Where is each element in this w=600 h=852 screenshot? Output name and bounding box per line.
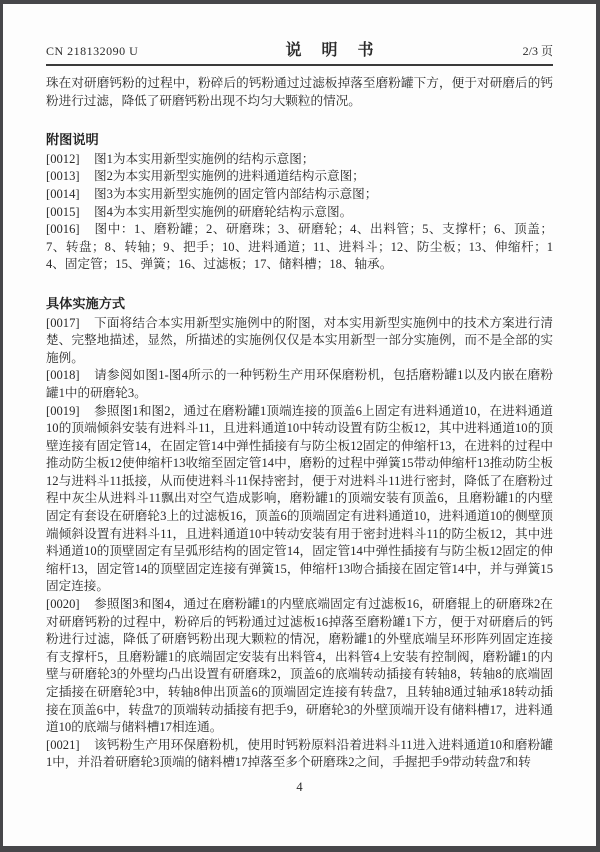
paragraph-tag: [0017] xyxy=(46,315,80,330)
paragraph-text: 该钙粉生产用环保磨粉机，使用时钙粉原料沿着进料斗11进入进料通道10和磨粉罐1中，并沿着研磨轮3顶端的储料槽17掉落至多个研磨珠2之间，手握把手9带动转盘7和转 xyxy=(46,737,553,770)
page-indicator: 2/3 页 xyxy=(522,44,553,58)
paragraph-tag: [0015] xyxy=(46,204,80,219)
paragraph-0014 xyxy=(46,186,553,204)
patent-specification-page xyxy=(3,4,596,846)
paragraph-0012 xyxy=(46,151,553,169)
paragraph-text: 参照图3和图4，通过在磨粉罐1的内壁底端固定有过滤板16，研磨辊上的研磨珠2在对研磨钙粉的过程中，粉碎后的钙粉通过过滤板16掉落至磨粉罐1下方，便于对研磨后的钙粉进行过滤，降低了研磨钙粉出现大颗粒的情况，磨粉罐1的外壁底端呈环形阵列固定连接有支撑杆5，且磨粉罐1的底端固定安装有出料管4，出料管4上安装有控制阀，磨粉罐1的内壁与研磨轮3的外壁均凸出设置有研磨珠2，顶盖6的底端转动插接有转轴8，转轴8的底端固定插接在研磨轮3中，转轴8伸出顶盖6的顶端固定连接有转盘7，且转轴8通过轴承18转动插接在顶盖6中，转盘7的顶端转动插接有把手9，研磨轮3的外壁顶端开设有储料槽17，进料通道10的底端与储料槽17相连通。 xyxy=(46,597,553,735)
paragraph-0018 xyxy=(46,367,553,402)
paragraph-text: 图1为本实用新型实施例的结构示意图； xyxy=(94,151,315,166)
paragraph-0016 xyxy=(46,221,553,274)
continuation-paragraph: 珠在对研磨钙粉的过程中，粉碎后的钙粉通过过滤板掉落至磨粉罐下方，便于对研磨后的钙粉进行过滤，降低了研磨钙粉出现不均匀大颗粒的情况。 xyxy=(46,76,553,108)
paragraph-text: 参照图1和图2，通过在磨粉罐1顶端连接的顶盖6上固定有进料通道10，在进料通道10的顶端倾斜安装有进料斗11，且进料通道10中转动设置有防尘板12，其中进料通道10的顶壁连接有固定管14，在固定管14中弹性插接有与防尘板12固定的伸缩杆13，在进料的过程中推动防尘板12使伸缩杆13收缩至固定管14中，磨粉的过程中弹簧15带动伸缩杆13推动防尘板12与进料斗11抵接，从而使进料斗11保持密封，便于对进料斗11进行密封，降低了在磨粉过程中灰尘从进料斗11飘出对空气造成影响，磨粉罐1的顶端安装有顶盖6，且磨粉罐1的内壁固定有套设在研磨轮3上的过滤板16，顶盖6的顶端固定有进料通道10，进料通道10的侧壁顶端倾斜设置有进料斗11，且进料通道10中转动安装有用于密封进料斗11的防尘板12，其中进料通道10的顶壁固定有呈弧形结构的固定管14，固定管14中弹性插接有与防尘板12固定的伸缩杆13，固定管14的顶壁固定连接有弹簧15，伸缩杆13吻合插接在固定管14中，并与弹簧15固定连接。 xyxy=(46,403,553,594)
paragraph-tag: [0021] xyxy=(46,737,80,752)
page-header xyxy=(46,37,553,66)
paragraph-text: 图中：1、磨粉罐；2、研磨珠；3、研磨轮；4、出料管；5、支撑杆；6、顶盖；7、转盘；8、转轴；9、把手；10、进料通道；11、进料斗；12、防尘板；13、伸缩杆；14、固定管；15、弹簧；16、过滤板；17、储料槽；18、轴承。 xyxy=(46,222,553,272)
paragraph-tag: [0020] xyxy=(46,597,80,612)
paragraph-text: 图3为本实用新型实施例的固定管内部结构示意图； xyxy=(94,186,378,201)
document-body xyxy=(46,75,553,772)
section-heading-drawings: 附图说明 xyxy=(46,132,99,148)
paragraph-text: 请参阅如图1-图4所示的一种钙粉生产用环保磨粉机，包括磨粉罐1以及内嵌在磨粉罐1中的研磨轮3。 xyxy=(46,368,553,400)
paragraph-text: 图4为本实用新型实施例的研磨轮结构示意图。 xyxy=(94,204,353,219)
document-title: 说 明 书 xyxy=(285,42,376,59)
paragraph-tag: [0019] xyxy=(46,403,80,418)
page-number: 4 xyxy=(296,780,303,794)
paragraph-0015 xyxy=(46,204,553,222)
paragraph-0020 xyxy=(46,596,553,737)
paragraph-0013 xyxy=(46,168,553,186)
section-heading-embodiments: 具体实施方式 xyxy=(46,295,126,311)
paragraph-0021 xyxy=(46,737,553,772)
paragraph-0017 xyxy=(46,315,553,368)
paragraph-text: 图2为本实用新型实施例的进料通道结构示意图； xyxy=(94,169,365,184)
paragraph-tag: [0012] xyxy=(46,151,80,166)
paragraph-0019 xyxy=(46,403,553,597)
paragraph-text: 下面将结合本实用新型实施例中的附图，对本实用新型实施例中的技术方案进行清楚、完整地描述，显然，所描述的实施例仅仅是本实用新型一部分实施例，而不是全部的实施例。 xyxy=(46,315,553,365)
document-number: CN 218132090 U xyxy=(46,44,139,58)
paragraph-tag: [0014] xyxy=(46,186,80,201)
page-footer xyxy=(3,780,596,795)
paragraph-tag: [0016] xyxy=(46,222,80,237)
paragraph-tag: [0018] xyxy=(46,368,80,383)
paragraph-tag: [0013] xyxy=(46,169,80,184)
